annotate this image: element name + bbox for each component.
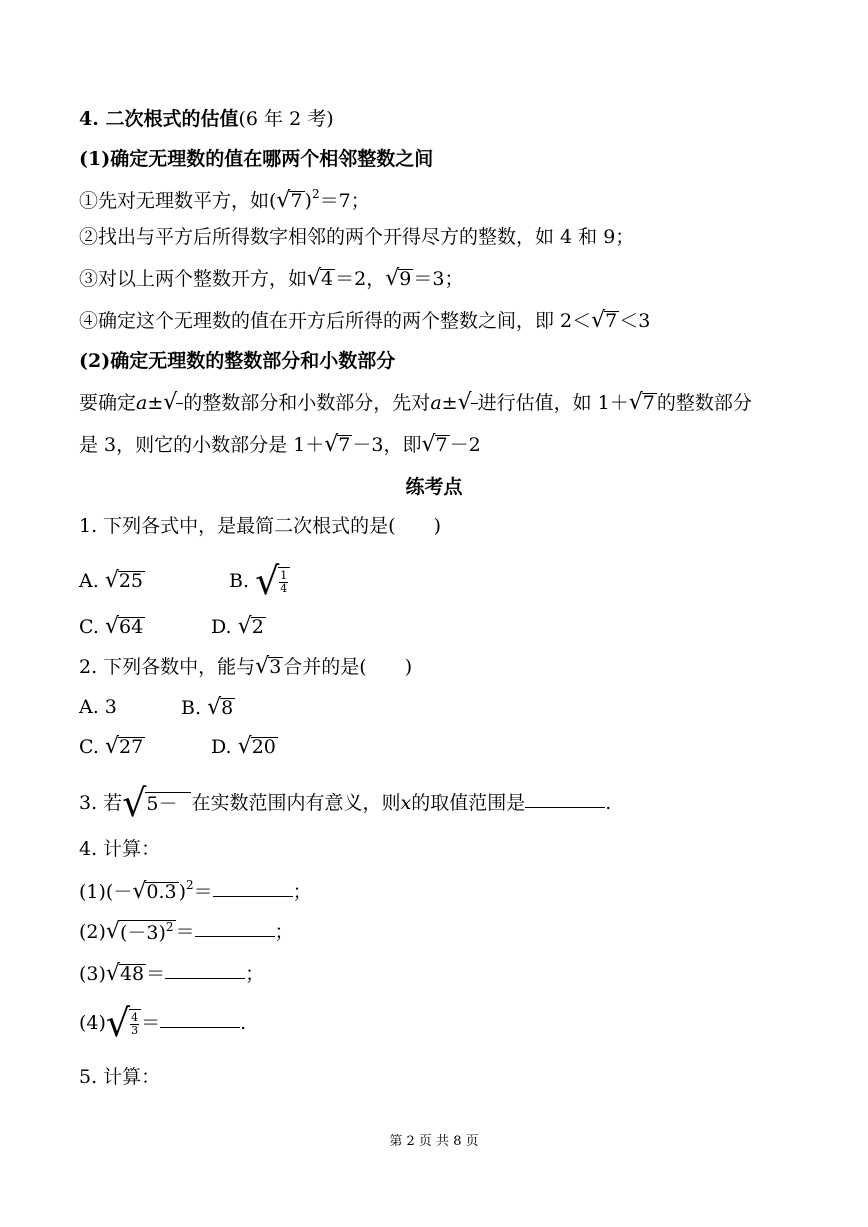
section-note: (6 年 2 考): [238, 108, 334, 130]
radicand: 0.3: [146, 880, 177, 903]
option-c[interactable]: [79, 736, 211, 758]
sqrt-4: [307, 268, 335, 290]
exponent: 2: [165, 920, 174, 935]
step-1: [79, 188, 370, 212]
radical-sign: √: [122, 781, 147, 825]
radicand: 5－: [145, 792, 191, 815]
para-text-c: 进行估值，如 1＋: [477, 391, 629, 414]
sqrt-48: [106, 963, 146, 985]
step-3: [79, 268, 463, 290]
paragraph-line-2: [79, 434, 481, 456]
answer-blank[interactable]: [195, 918, 275, 937]
radical-sign: √: [421, 432, 436, 457]
para-text-a: 要确定: [79, 391, 137, 414]
radical-sign: √: [207, 695, 222, 720]
variable-x: x: [400, 791, 412, 814]
radicand: 8: [221, 696, 234, 719]
practice-heading: 练考点: [405, 476, 463, 498]
step-3-text-b: ＝2，: [335, 267, 386, 290]
sqrt-2: [238, 616, 266, 638]
sqrt-7: [591, 310, 619, 332]
question-2-options-cd: [79, 736, 278, 758]
question-3: [79, 781, 612, 825]
q3-text-a: 3. 若: [79, 791, 123, 814]
option-label: C.: [79, 615, 99, 638]
question-4-part-3: [79, 960, 264, 985]
radical-sign: √: [104, 734, 119, 759]
radicand: 2: [251, 615, 264, 638]
radicand: 7: [605, 309, 618, 332]
option-d[interactable]: [211, 616, 266, 638]
radical-sign: √: [105, 961, 120, 986]
radical-sign: √: [628, 390, 643, 415]
question-4-stem: 4. 计算：: [79, 838, 161, 860]
numerator: 4: [131, 1011, 139, 1025]
q3-text-c: 的取值范围是: [411, 791, 526, 814]
sqrt-fraction: [105, 1001, 141, 1045]
variable-a: a: [430, 391, 442, 414]
answer-blank[interactable]: [525, 789, 605, 808]
punct: ；: [292, 880, 312, 903]
empty-radical: [163, 392, 183, 414]
sqrt-27: [105, 736, 145, 758]
radicand: 7: [338, 433, 351, 456]
radicand: [119, 920, 176, 944]
radical-sign: √: [457, 390, 472, 415]
radical-sign: √: [104, 614, 119, 639]
option-c[interactable]: [79, 616, 211, 638]
sqrt-fraction: [255, 559, 290, 603]
step-1-text-a: ①先对无理数平方，如(: [79, 189, 277, 212]
section-number: 4.: [79, 108, 99, 130]
radical-sign: √: [385, 266, 400, 291]
answer-blank[interactable]: [160, 1009, 240, 1028]
page-footer: 第 2 页 共 8 页: [389, 1134, 479, 1149]
q2-text-b: 合并的是( ): [283, 655, 413, 678]
sqrt-square: [106, 920, 176, 944]
radicand: 27: [118, 735, 144, 758]
paren: ): [178, 880, 186, 903]
sqrt-64: [105, 616, 145, 638]
option-label: D.: [211, 615, 232, 638]
radicand: 4: [321, 267, 334, 290]
radicand: 64: [118, 615, 144, 638]
part-label: (4): [79, 1011, 106, 1034]
sqrt-expression: [122, 781, 191, 825]
denominator: 4: [280, 582, 288, 595]
radical-sign: √: [237, 614, 252, 639]
radicand: 9: [399, 267, 412, 290]
sqrt-7: [421, 434, 449, 456]
question-1-stem: 1. 下列各式中，是最简二次根式的是( ): [79, 515, 441, 537]
part-label: (2): [79, 920, 106, 943]
radicand: 25: [118, 569, 144, 592]
sqrt-25: [105, 570, 145, 592]
radical-sign: √: [276, 188, 291, 213]
option-d[interactable]: [211, 736, 278, 758]
radical-sign: √: [307, 266, 322, 291]
option-a[interactable]: A. 3: [79, 696, 117, 718]
sqrt-0.3: [132, 881, 178, 903]
step-3-text-a: ③对以上两个整数开方，如: [79, 267, 308, 290]
option-label: A.: [79, 569, 99, 592]
sqrt-7: [629, 392, 657, 414]
radical-sign: √: [105, 919, 120, 944]
radicand-empty: [176, 403, 183, 404]
radical-sign: √: [591, 308, 606, 333]
q2-text-a: 2. 下列各数中，能与: [79, 655, 256, 678]
para2-text-b: －3，即: [352, 433, 422, 456]
option-b[interactable]: [229, 559, 290, 603]
answer-blank[interactable]: [213, 878, 293, 897]
question-4-part-1: [79, 878, 312, 903]
sqrt-8: [207, 697, 235, 719]
exponent: 2: [186, 878, 194, 892]
part-label: (3): [79, 962, 106, 985]
part-text-a: (1)(－: [79, 880, 133, 903]
step-1-paren: ): [304, 189, 312, 212]
radical-sign: √: [237, 734, 252, 759]
denominator: 3: [131, 1024, 139, 1037]
para2-text-c: －2: [449, 433, 481, 456]
plus-minus: ±: [441, 391, 458, 414]
sqrt-9: [385, 268, 413, 290]
punct: ；: [274, 920, 294, 943]
sqrt-20: [238, 736, 278, 758]
punct: .: [240, 1011, 247, 1034]
radicand: [129, 1009, 141, 1036]
radical-sign: √: [255, 654, 270, 679]
radical-sign: √: [104, 568, 119, 593]
step-1-text-c: ＝7；: [319, 189, 370, 212]
sqrt-3: [255, 656, 283, 678]
subheading-2: (2)确定无理数的整数部分和小数部分: [79, 350, 396, 372]
step-4-text-b: ＜3: [619, 309, 651, 332]
section-title: [79, 110, 334, 129]
step-2: ②找出与平方后所得数字相邻的两个开得尽方的整数，如 4 和 9；: [79, 226, 635, 248]
para-text-b: 的整数部分和小数部分，先对: [183, 391, 431, 414]
fraction: [130, 1012, 139, 1036]
option-label: C.: [79, 735, 99, 758]
question-1-options-cd: [79, 616, 266, 638]
question-5-stem: 5. 计算：: [79, 1066, 161, 1088]
question-4-part-4: [79, 1001, 247, 1045]
equals: ＝: [193, 880, 213, 903]
question-4-part-2: [79, 918, 294, 944]
fraction: [279, 570, 288, 594]
plus-minus: ±: [147, 391, 164, 414]
answer-blank[interactable]: [165, 960, 245, 979]
step-3-text-c: ＝3；: [413, 267, 464, 290]
exponent: 2: [311, 187, 320, 201]
radicand: 7: [642, 391, 655, 414]
sqrt-7: [324, 434, 352, 456]
radicand: 7: [435, 433, 448, 456]
radical-sign: √: [324, 432, 339, 457]
radicand: 7: [290, 189, 303, 212]
radicand: 20: [251, 735, 276, 758]
section-title-text: 二次根式的估值: [105, 108, 239, 130]
radicand-empty: [471, 403, 478, 404]
radical-sign: √: [163, 390, 178, 415]
question-2-stem: [79, 656, 412, 678]
variable-a: a: [136, 391, 148, 414]
paragraph-line-1: [79, 392, 752, 414]
empty-radical: [458, 392, 478, 414]
radicand-base: (－3): [119, 922, 166, 945]
equals: ＝: [141, 1011, 161, 1034]
sqrt-7: [276, 190, 304, 212]
numerator: 1: [280, 569, 288, 583]
subheading-1: (1)确定无理数的值在哪两个相邻整数之间: [79, 148, 434, 170]
option-label: B.: [229, 569, 250, 592]
question-2-options-ab: [79, 697, 235, 719]
radicand: 48: [119, 962, 145, 985]
option-a[interactable]: [79, 570, 229, 592]
q3-text-b: 在实数范围内有意义，则: [191, 791, 401, 814]
option-b[interactable]: [181, 697, 235, 719]
option-label: B.: [181, 696, 202, 719]
equals: ＝: [146, 962, 166, 985]
step-4: [79, 310, 650, 332]
punct: ；: [245, 962, 265, 985]
period: .: [605, 791, 612, 814]
question-1-options-ab: [79, 559, 290, 603]
radical-sign: √: [255, 559, 280, 603]
para-text-d: 的整数部分: [656, 391, 752, 414]
radical-sign: √: [105, 1001, 131, 1045]
step-4-text-a: ④确定这个无理数的值在开方后所得的两个整数之间，即 2＜: [79, 309, 592, 332]
radicand: 3: [269, 655, 282, 678]
para2-text-a: 是 3，则它的小数部分是 1＋: [79, 433, 325, 456]
radical-sign: √: [132, 879, 147, 904]
equals: ＝: [175, 920, 195, 943]
option-label: D.: [211, 735, 232, 758]
radicand: [278, 567, 290, 594]
